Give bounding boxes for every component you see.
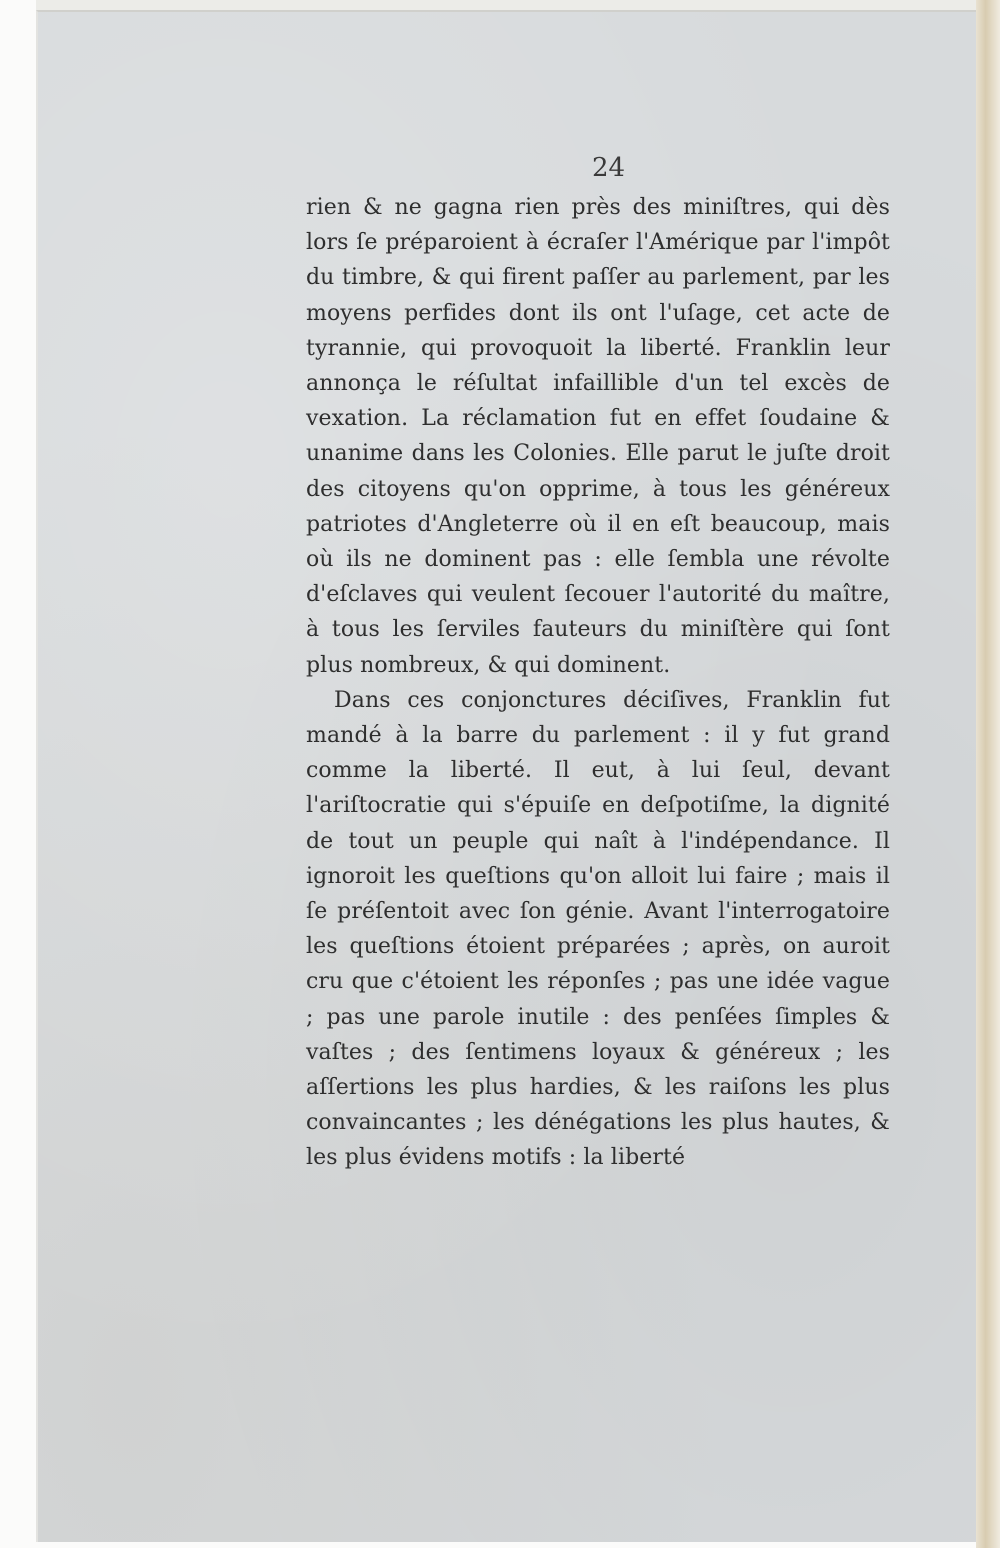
paragraph: rien & ne gagna rien près des miniſtres, qui dès lors ſe préparoient à écraſer l'Amérique par l'impôt du timbre, & qui firent paſſer au parlement, par les moyens perfides dont ils ont l'uſage, cet acte de tyrannie, qui provoquoit la liberté. Franklin leur annonça le réſultat infaillible d'un tel excès de vexation. La réclamation fut en effet ſoudaine & unanime dans les Colonies. Elle parut le juſte droit des citoyens qu'on opprime, à tous les généreux patriotes d'Angleterre où il en eſt beaucoup, mais où ils ne dominent pas : elle ſembla une révolte d'eſclaves qui veulent ſecouer l'autorité du maître, à tous les ſerviles fauteurs du miniſtère qui ſont plus nombreux, & qui dominent. [306,195,890,678]
body-text [306,190,890,1176]
paragraph: Dans ces conjonctures déciſives, Franklin fut mandé à la barre du parlement : il y fut grand comme la liberté. Il eut, à lui ſeul, devant l'ariſtocratie qui s'épuiſe en deſpotiſme, la dignité de tout un peuple qui naît à l'indépendance. Il ignoroit les queſtions qu'on alloit lui faire ; mais il ſe préſentoit avec ſon génie. Avant l'interrogatoire les queſtions étoient préparées ; après, on auroit cru que c'étoient les réponſes ; pas une idée vague ; pas une parole inutile : des penſées ſimples & vaſtes ; des ſentimens loyaux & généreux ; les aſſertions les plus hardies, & les raiſons les plus convaincantes ; les dénégations les plus hautes, & les plus évidens motifs : la liberté [306,687,890,1171]
page-number: 24 [592,153,626,183]
next-page-edge [976,0,1000,1548]
